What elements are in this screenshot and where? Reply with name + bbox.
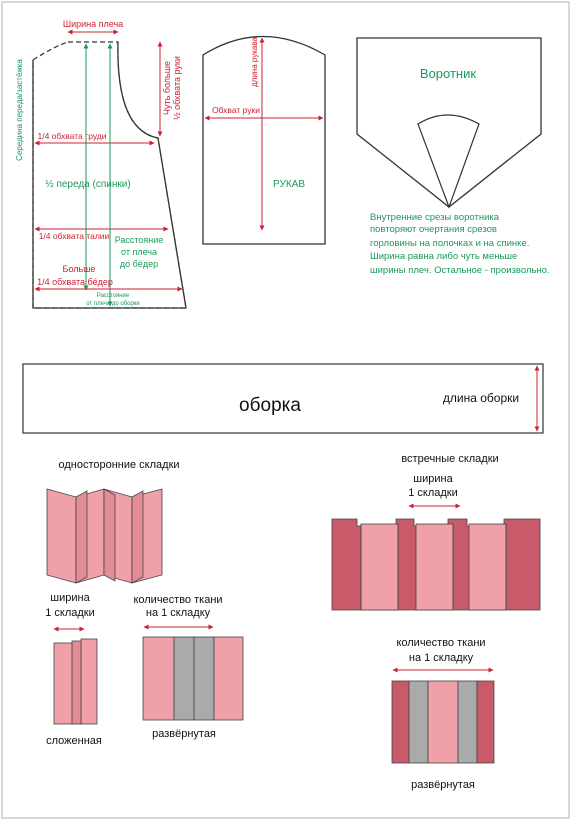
box-width-label-1: ширина (413, 473, 453, 485)
chest-label: 1/4 обхвата груди (37, 131, 107, 141)
sleeve-length-label: длина рукава (250, 37, 259, 87)
distance-label-1: Расстояние (114, 235, 164, 245)
one-side-width-label-2: 1 складки (45, 607, 95, 619)
box-unfolded-dark-left (392, 681, 409, 763)
armhole-label-2: ½ обхвата руки (172, 56, 182, 120)
collar-title: Воротник (419, 66, 477, 81)
box-width-label-2: 1 складки (408, 487, 458, 499)
collar-note-2: повторяют очертания срезов (370, 224, 497, 235)
more-label: Больше (62, 264, 96, 274)
bodice-pattern (15, 19, 186, 308)
collar-note-5: ширины плеч. Остальное - произвольно. (370, 265, 550, 276)
folded-label: сложенная (46, 735, 102, 747)
armhole-label-1: Чуть больше (162, 61, 172, 115)
hips-label: 1/4 обхвата бёдер (37, 277, 113, 287)
box-pleat-3 (469, 524, 506, 610)
pleat-fold-2 (104, 489, 115, 581)
box-unfolded-gray-left (409, 681, 428, 763)
one-side-pleats (45, 459, 243, 747)
collar-outline (357, 38, 541, 207)
distance-label-3: до бёдер (119, 259, 159, 269)
half-front-label: ½ переда (спинки) (45, 179, 131, 190)
ruffle-distance-label-2: от плеча до оборки (86, 301, 140, 307)
unfolded-gray-1 (174, 637, 194, 720)
sleeve-pattern (203, 36, 325, 244)
one-side-fabric-label-2: на 1 складку (145, 607, 211, 619)
collar-note-4: Ширина равна либо чуть меньше (370, 251, 518, 262)
ruffle-pattern (23, 364, 543, 433)
arm-girth-label: Обхват руки (211, 105, 261, 115)
unfolded-pink-right (214, 637, 243, 720)
box-unfolded-label: развёрнутая (411, 779, 475, 791)
collar-pattern (357, 38, 550, 276)
one-side-pleats-title: односторонние складки (58, 459, 180, 471)
folded-back-panel (81, 639, 97, 724)
collar-note-3: горловины на полочках и на спинке. (370, 238, 530, 249)
center-front-label: Середина переда/застёжка (15, 59, 24, 161)
pleat-fold-1 (76, 491, 87, 583)
one-side-unfolded-label: развёрнутая (152, 728, 216, 740)
pleat-fold-3 (132, 491, 143, 583)
box-fabric-label-2: на 1 складку (408, 652, 474, 664)
pleat-panel-1 (47, 489, 76, 583)
ruffle-length-label: длина оборки (442, 391, 520, 405)
collar-note-1: Внутренние срезы воротника (370, 212, 500, 223)
distance-label-2: от плеча (121, 247, 157, 257)
box-pleats-title: встречные складки (401, 453, 499, 465)
box-fabric-label-1: количество ткани (396, 637, 486, 649)
box-pleat-1 (361, 524, 398, 610)
ruffle-title: оборка (239, 395, 301, 416)
unfolded-gray-2 (194, 637, 214, 720)
box-unfolded-dark-right (477, 681, 494, 763)
one-side-fabric-label-1: количество ткани (133, 594, 223, 606)
ruffle-distance-label-1: Расстояние (96, 293, 130, 299)
folded-edge (72, 641, 81, 724)
box-unfolded-pink (428, 681, 458, 763)
waist-label: 1/4 обхвата талии (38, 231, 110, 241)
one-side-width-label-1: ширина (50, 592, 90, 604)
box-unfolded-gray-right (458, 681, 477, 763)
sleeve-title: РУКАВ (273, 179, 305, 190)
collar-neck-cutout (418, 115, 479, 207)
box-pleats (332, 453, 540, 791)
unfolded-pink-left (143, 637, 174, 720)
shoulder-width-label: Ширина плеча (62, 19, 124, 29)
sleeve-outline (203, 37, 325, 245)
box-pleat-2 (416, 524, 453, 610)
